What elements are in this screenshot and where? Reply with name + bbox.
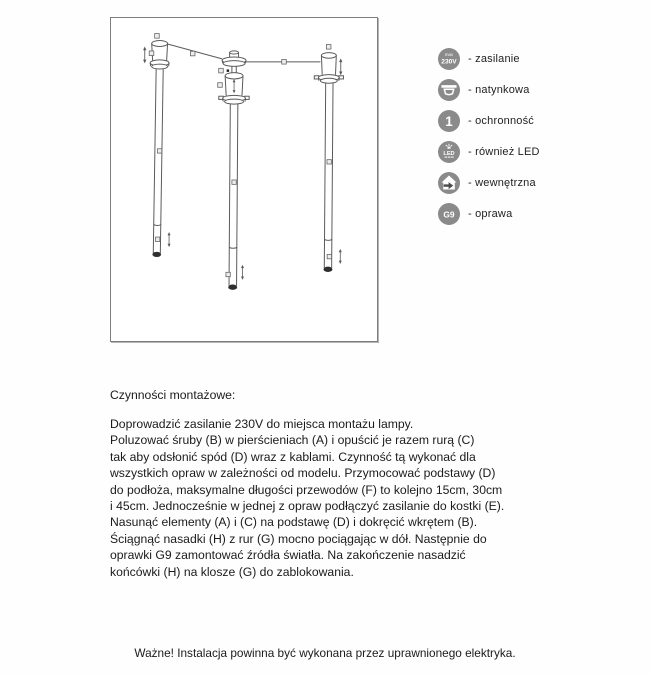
- legend-item-indoor: [437, 171, 540, 195]
- led-compatible-icon: [437, 140, 461, 164]
- fine-print-dashes: [445, 157, 454, 158]
- spec-legend: [437, 47, 540, 226]
- legend-label: - wewnętrzna: [468, 177, 536, 189]
- instruction-line: wszystkich opraw w zależności od modelu. Przymocować podstawy (D): [110, 466, 496, 481]
- instructions-paragraph: [110, 416, 550, 580]
- legend-label: - ochronność: [468, 115, 534, 127]
- terminal-block-dot: [227, 69, 229, 71]
- legend-item-socket: [437, 202, 540, 226]
- instruction-line: do podłoża, maksymalne długości przewodów (F) to kolejno 15cm, 30cm: [110, 482, 503, 497]
- instruction-line: i 45cm. Jednocześnie w jednej z opraw podłączyć zasilanie do kostki (E).: [110, 499, 505, 514]
- tube: [229, 104, 230, 286]
- installation-diagram-frame: [110, 17, 378, 342]
- svg-text:1: 1: [445, 114, 453, 129]
- legend-label: - oprawa: [468, 208, 513, 220]
- legend-label: - również LED: [468, 146, 540, 158]
- svg-text:max: max: [445, 52, 453, 57]
- indoor-use-icon: [437, 171, 461, 195]
- max-230v-icon: [437, 47, 461, 71]
- instruction-line: Poluzować śruby (B) w pierścieniach (A) i opuścić je razem rurą (C): [110, 433, 475, 448]
- instruction-line: Nasunąć elementy (A) i (C) na podstawę (D) i dokręcić wkrętem (B).: [110, 515, 478, 530]
- instruction-line: końcówki (H) na klosze (G) do zablokowania.: [110, 564, 354, 579]
- svg-text:LED: LED: [443, 151, 455, 157]
- surface-mounted-icon: [437, 78, 461, 102]
- legend-label: - natynkowa: [468, 84, 530, 96]
- svg-text:G9: G9: [443, 209, 455, 220]
- end-cap: [153, 252, 161, 256]
- legend-item-mounting: [437, 78, 540, 102]
- protection-class-1-icon: [437, 109, 461, 133]
- part-label-squares: [149, 34, 331, 277]
- end-cap: [229, 285, 237, 289]
- instruction-line: tak aby odsłonić spód (D) wraz z kablami. Czynność tą wykonać dla: [110, 449, 476, 464]
- end-cap: [324, 267, 332, 271]
- svg-text:230V: 230V: [441, 58, 457, 66]
- legend-item-led: [437, 140, 540, 164]
- legend-item-protection-class: [437, 109, 540, 133]
- instruction-line: Doprowadzić zasilanie 230V do miejsca montażu lampy.: [110, 417, 414, 431]
- instruction-line: Ściągnąć nasadki (H) z rur (G) mocno pociągając w dół. Następnie do: [110, 531, 487, 546]
- instruction-line: oprawki G9 zamontować źródła światła. Na zakończenie nasadzić: [110, 548, 466, 563]
- assembly-instructions: [110, 388, 550, 580]
- legend-label: - zasilanie: [468, 53, 520, 65]
- pendant-lamp-diagram: [111, 18, 377, 341]
- electrician-warning: Ważne! Instalacja powinna być wykonana przez uprawnionego elektryka.: [134, 646, 516, 660]
- g9-socket-icon: [437, 202, 461, 226]
- instructions-heading: Czynności montażowe:: [110, 388, 236, 402]
- legend-item-power: [437, 47, 540, 71]
